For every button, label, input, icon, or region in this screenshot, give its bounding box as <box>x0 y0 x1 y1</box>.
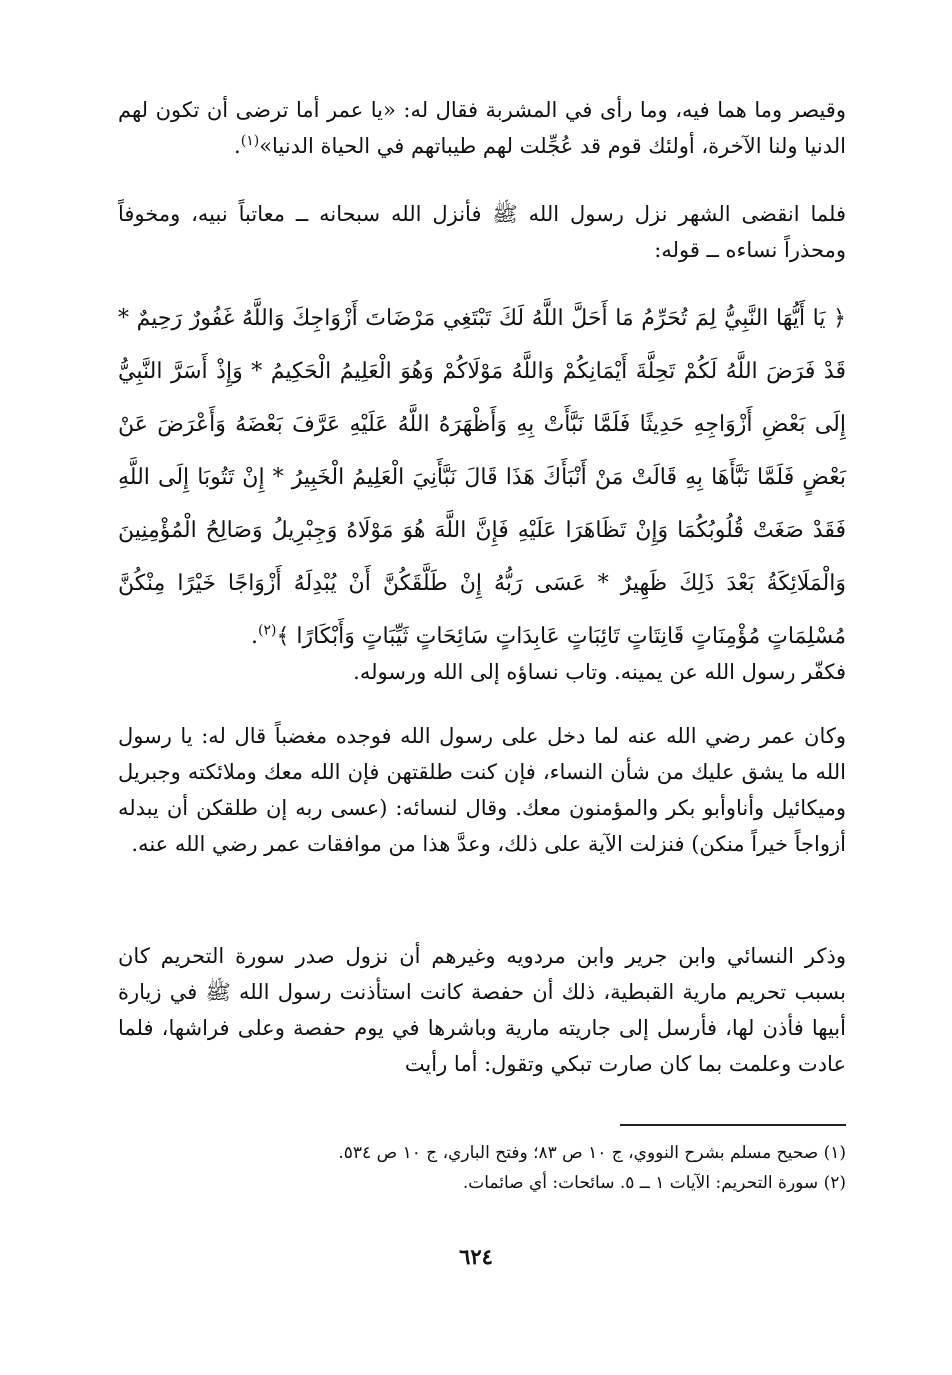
paragraph-month-ended <box>118 196 846 268</box>
footnote-ref-1: (١) <box>240 133 260 149</box>
footnote-1: (١) صحيح مسلم بشرح النووي، ج ١٠ ص ٨٣؛ وفتح الباري، ج ١٠ ص ٥٣٤. <box>338 1143 846 1163</box>
paragraph-text: فكفّر رسول الله عن يمينه. وتاب نساؤه إلى الله ورسوله. <box>353 660 846 684</box>
paragraph-umar-speech <box>118 718 846 862</box>
paragraph-expiation <box>118 654 846 690</box>
quran-verses: ﴿ يَا أَيُّهَا النَّبِيُّ لِمَ تُحَرِّمُ مَا أَحَلَّ اللَّهُ لَكَ تَبْتَغِي مَرْضَاتَ أَزْوَاجِكَ وَاللَّهُ غَفُورٌ رَحِيمٌ * قَدْ فَرَضَ اللَّهُ لَكُمْ تَحِلَّةَ أَيْمَانِكُمْ وَاللَّهُ مَوْلَاكُمْ وَهُوَ الْعَلِيمُ الْحَكِيمُ * وَإِذْ أَسَرَّ النَّبِيُّ إِلَى بَعْضِ أَزْوَاجِهِ حَدِيثًا فَلَمَّا نَبَّأَتْ بِهِ وَأَظْهَرَهُ اللَّهُ عَلَيْهِ عَرَّفَ بَعْضَهُ وَأَعْرَضَ عَنْ بَعْضٍ فَلَمَّا نَبَّأَهَا بِهِ قَالَتْ مَنْ أَنْبَأَكَ هَذَا قَالَ نَبَّأَنِيَ الْعَلِيمُ الْخَبِيرُ * إِنْ تَتُوبَا إِلَى اللَّهِ فَقَدْ صَغَتْ قُلُوبُكُمَا وَإِنْ تَظَاهَرَا عَلَيْهِ فَإِنَّ اللَّهَ هُوَ مَوْلَاهُ وَجِبْرِيلُ وَصَالِحُ الْمُؤْمِنِينَ وَالْمَلَائِكَةُ بَعْدَ ذَلِكَ ظَهِيرٌ * عَسَى رَبُّهُ إِنْ طَلَّقَكُنَّ أَنْ يُبْدِلَهُ أَزْوَاجًا خَيْرًا مِنْكُنَّ مُسْلِمَاتٍ مُؤْمِنَاتٍ قَانِتَاتٍ تَائِبَاتٍ عَابِدَاتٍ سَائِحَاتٍ ثَيِّبَاتٍ وَأَبْكَارًا ﴾ <box>118 306 846 649</box>
paragraph-text: وذكر النسائي وابن جرير وابن مردويه وغيرهم أن نزول صدر سورة التحريم كان بسبب تحريم مارية القبطية، ذلك أن حفصة كانت استأذنت رسول الله ﷺ في زيارة أبيها فأذن لها، فأرسل إلى جاريته مارية وباشرها في يوم حفصة وعلى فراشها، فلما عادت وعلمت بما كان صارت تبكي وتقول: أما رأيت <box>118 944 846 1076</box>
paragraph-umar-hadith <box>118 92 846 164</box>
quran-quote <box>118 292 846 663</box>
period: . <box>251 624 259 649</box>
paragraph-text: فلما انقضى الشهر نزل رسول الله ﷺ فأنزل الله سبحانه ــ معاتباً نبيه، ومخوفاً ومحذراً نساءه ــ قوله: <box>118 202 846 262</box>
paragraph-text: وقيصر وما هما فيه، وما رأى في المشربة فقال له: «يا عمر أما ترضى أن تكون لهم الدنيا ولنا الآخرة، أولئك قوم قد عُجِّلت لهم طيباتهم في الحياة الدنيا» <box>118 98 846 158</box>
paragraph-nasai-report <box>118 938 846 1082</box>
paragraph-text: وكان عمر رضي الله عنه لما دخل على رسول الله فوجده مغضباً قال له: يا رسول الله ما يشق عليك من شأن النساء، فإن كنت طلقتهن فإن الله معك وملائكته وجبريل وميكائيل وأناوأبو بكر والمؤمنون معك. وقال لنسائه: (عسى ربه إن طلقكن أن يبدله أزواجاً خيراً منكن) فنزلت الآية على ذلك، وعدَّ هذا من موافقات عمر رضي الله عنه. <box>118 724 846 856</box>
footnotes <box>118 1138 846 1198</box>
footnote-divider <box>620 1124 846 1126</box>
page-number: ٦٢٤ <box>459 1244 493 1269</box>
footnote-ref-2: (٢) <box>258 622 277 639</box>
period: . <box>234 134 241 158</box>
footnote-2: (٢) سورة التحريم: الآيات ١ ــ ٥. سائحات: أي صائمات. <box>462 1173 846 1193</box>
